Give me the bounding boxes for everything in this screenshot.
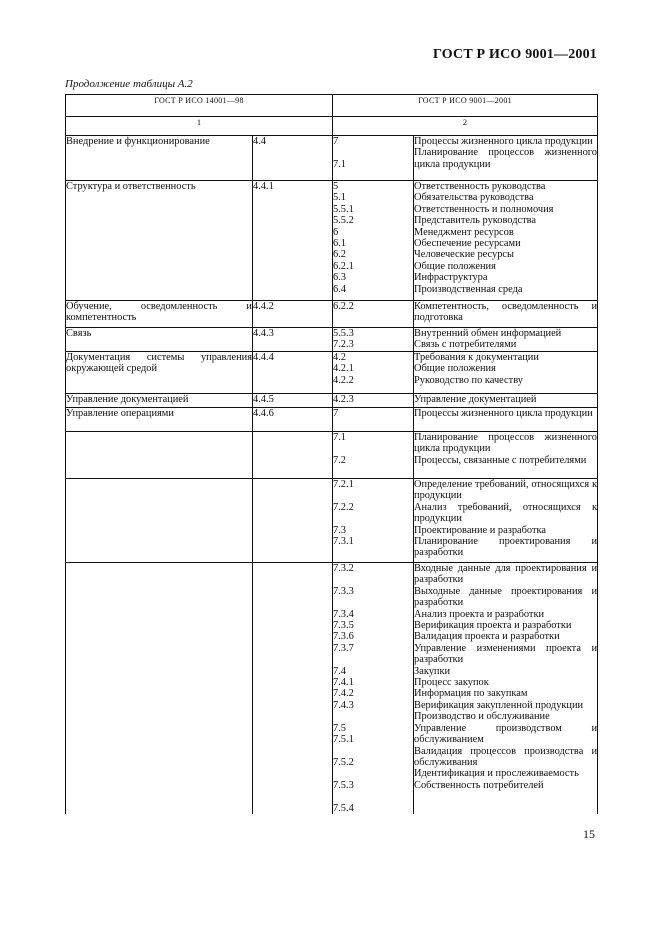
iso14001-clause-title: Управление документацией [66, 394, 253, 408]
column-number-row [66, 117, 598, 136]
iso9001-clause-titles: Требования к документации Общие положения Руководство по качеству [414, 352, 598, 394]
table-row [66, 408, 598, 432]
iso9001-clause-numbers: 7.2.1 7.2.2 7.3 7.3.1 [333, 479, 414, 563]
iso9001-clause-titles: Входные данные для проектирования и разработки Выходные данные проектирования и разработки Анализ проекта и разработки Верификация проекта и разработки Валидация проекта и разработки Управление изменениями проекта и разработки Закупки Процесс закупок Информация по закупкам Верификация закупленной продукции Производство и обслуживание Управление производством и обслуживанием Валидация процессов производства и обслуживания Идентификация и прослеживаемость Собственность потребителей [414, 563, 598, 814]
iso14001-clause-number: 4.4.1 [253, 181, 333, 301]
iso14001-clause-title: Внедрение и функционирование [66, 136, 253, 181]
column-number-2: 2 [333, 117, 598, 136]
correspondence-table [65, 94, 598, 814]
document-designation: ГОСТ Р ИСО 9001—2001 [432, 47, 597, 62]
page-number: 15 [583, 827, 595, 841]
iso9001-clause-titles: Планирование процессов жизненного цикла продукции Процессы, связанные с потребителями [414, 432, 598, 479]
table-row [66, 394, 598, 408]
iso9001-clause-numbers: 4.2 4.2.1 4.2.2 [333, 352, 414, 394]
column-header-iso9001: ГОСТ Р ИСО 9001—2001 [333, 95, 598, 117]
iso14001-clause-number: 4.4.5 [253, 394, 333, 408]
iso9001-clause-numbers: 5.5.3 7.2.3 [333, 328, 414, 352]
iso14001-clause-title [66, 563, 253, 814]
iso14001-clause-number: 4.4.6 [253, 408, 333, 432]
column-header-iso14001: ГОСТ Р ИСО 14001—98 [66, 95, 333, 117]
iso9001-clause-numbers: 6.2.2 [333, 301, 414, 328]
iso14001-clause-title: Структура и ответственность [66, 181, 253, 301]
iso9001-clause-titles: Ответственность руководства Обязательства руководства Ответственность и полномочия Представитель руководства Менеджмент ресурсов Обеспечение ресурсами Человеческие ресурсы Общие положения Инфраструктура Производственная среда [414, 181, 598, 301]
table-row [66, 563, 598, 814]
iso14001-clause-number: 4.4.3 [253, 328, 333, 352]
iso9001-clause-numbers: 7 [333, 408, 414, 432]
iso9001-clause-numbers: 7.1 7.2 [333, 432, 414, 479]
iso14001-clause-number [253, 479, 333, 563]
column-number-1: 1 [66, 117, 333, 136]
iso14001-clause-title: Обучение, осведомленность и компетентность [66, 301, 253, 328]
iso14001-clause-number: 4.4.4 [253, 352, 333, 394]
table-row [66, 432, 598, 479]
iso9001-clause-numbers: 7.3.2 7.3.3 7.3.4 7.3.5 7.3.6 7.3.7 7.4 7.4.1 7.4.2 7.4.3 7.5 7.5.1 7.5.2 7.5.3 7.5.4 [333, 563, 414, 814]
iso9001-clause-titles: Процессы жизненного цикла продукции [414, 408, 598, 432]
iso14001-clause-number [253, 432, 333, 479]
iso9001-clause-titles: Определение требований, относящихся к продукции Анализ требований, относящихся к продукции Проектирование и разработка Планирование проектирования и разработки [414, 479, 598, 563]
table-row [66, 301, 598, 328]
iso9001-clause-titles: Процессы жизненного цикла продукции Планирование процессов жизненного цикла продукции [414, 136, 598, 181]
iso9001-clause-numbers: 5 5.1 5.5.1 5.5.2 6 6.1 6.2 6.2.1 6.3 6.4 [333, 181, 414, 301]
table-header-row [66, 95, 598, 117]
iso14001-clause-title: Связь [66, 328, 253, 352]
iso14001-clause-title [66, 432, 253, 479]
iso14001-clause-title: Документация системы управления окружающей средой [66, 352, 253, 394]
table-row [66, 328, 598, 352]
iso14001-clause-number: 4.4 [253, 136, 333, 181]
table-row [66, 479, 598, 563]
iso9001-clause-titles: Внутренний обмен информацией Связь с потребителями [414, 328, 598, 352]
iso14001-clause-title [66, 479, 253, 563]
table-row [66, 352, 598, 394]
iso14001-clause-number: 4.4.2 [253, 301, 333, 328]
iso9001-clause-numbers: 4.2.3 [333, 394, 414, 408]
table-row [66, 136, 598, 181]
table-row [66, 181, 598, 301]
iso9001-clause-titles: Компетентность, осведомленность и подготовка [414, 301, 598, 328]
iso14001-clause-number [253, 563, 333, 814]
iso9001-clause-titles: Управление документацией [414, 394, 598, 408]
table-continuation-caption: Продолжение таблицы А.2 [65, 78, 193, 90]
iso14001-clause-title: Управление операциями [66, 408, 253, 432]
iso9001-clause-numbers: 7 7.1 [333, 136, 414, 181]
